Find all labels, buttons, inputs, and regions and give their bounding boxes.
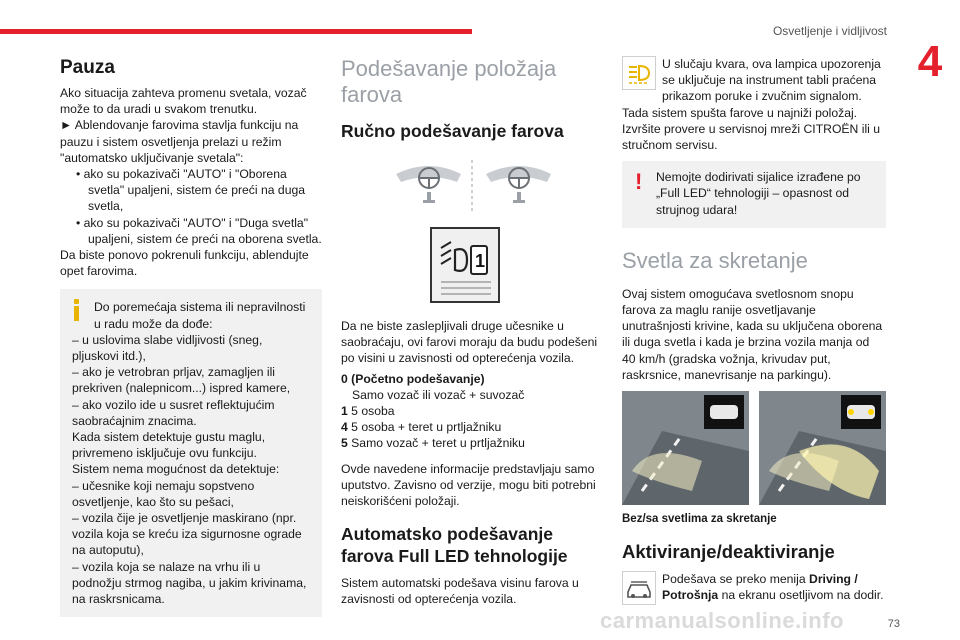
heading-activation: Aktiviranje/deaktiviranje bbox=[622, 541, 835, 563]
paragraph: Podešava se preko menija Driving / Potrošnja na ekranu osetljivom na dodir. bbox=[662, 572, 884, 603]
load-item: 5 Samo vozač + teret u prtljažniku bbox=[341, 436, 525, 451]
paragraph: Ovde navedene informacije predstavljaju samo uputstvo. Zavisno od verzije, mogu biti potrebni neiskorišćeni položaji. bbox=[341, 461, 596, 509]
info-icon bbox=[74, 299, 79, 321]
info-line: – vozila koja se nalaze na vrhu ili u podnožju strmog nagiba, u jakim krivinama, na raskrsnicama. bbox=[72, 559, 307, 607]
info-line: – ako je vetrobran prljav, zamagljen ili prekriven (nalepnicom...) ispred kamere, bbox=[72, 365, 291, 396]
warning-lamp-row bbox=[622, 56, 886, 105]
knob-position-label: 1 bbox=[475, 251, 486, 271]
headlamp-beam-illustration bbox=[341, 156, 603, 216]
warning-text: Nemojte dodirivati sijalice izrađene po „Full LED“ tehnologiji – opasnost od strujnog udara! bbox=[656, 170, 861, 217]
info-line: Do poremećaja sistema ili nepravilnosti u radu može da dođe: bbox=[94, 300, 306, 331]
paragraph: Izvršite provere u servisnoj mreži CITROËN ili u stručnom servisu. bbox=[622, 121, 881, 153]
car-settings-icon bbox=[622, 571, 656, 605]
paragraph: Ovaj sistem omogućava svetlosnom snopu farova za maglu ranije osvetljavanje unutrašnjosti krivine, kada su uključena oborena ili duga svetla i kada je brzina vozila manja od 40 km/h (gradska vožnja, krivudav put, raskrsnice, manevrisanje na parkingu). bbox=[622, 286, 883, 382]
settings-row bbox=[622, 571, 886, 605]
photo-caption: Bez/sa svetlima za skretanje bbox=[622, 513, 777, 526]
load-item-sub: Samo vozač ili vozač + suvozač bbox=[352, 387, 525, 402]
section-title: Osvetljenje i vidljivost bbox=[772, 24, 887, 38]
load-item: 0 (Početno podešavanje) bbox=[341, 371, 485, 386]
heading-auto-adjustment: Automatsko podešavanje farova Full LED tehnologije bbox=[341, 524, 568, 567]
heading-pauza: Pauza bbox=[60, 57, 115, 78]
warning-box bbox=[622, 161, 886, 228]
headlamp-warning-icon bbox=[622, 56, 656, 90]
info-line: Kada sistem detektuje gustu maglu, privremeno isključuje ovu funkciju. bbox=[72, 430, 266, 461]
paragraph: Sistem automatski podešava visinu farova u zavisnosti od opterećenja vozila. bbox=[341, 576, 579, 607]
info-line: Sistem nema mogućnost da detektuje: bbox=[72, 462, 280, 477]
page-number: 73 bbox=[887, 618, 900, 630]
paragraph: Ako situacija zahteva promenu svetala, vozač može to da uradi u svakom trenutku. bbox=[60, 86, 307, 117]
knob-illustration-icon bbox=[341, 226, 603, 306]
headlamp-illustration-icon bbox=[341, 156, 603, 216]
paragraph: Da ne biste zaslepljivali druge učesnike u saobraćaju, ovi farovi moraju da budu podešeni po visini u zavisnosti od opterećenja vozila. bbox=[341, 319, 598, 366]
photo-with-cornering bbox=[759, 391, 886, 505]
heading-manual-adjustment: Ručno podešavanje farova bbox=[341, 121, 564, 141]
info-line: – vozila čije je osvetljenje maskirano (npr. vozila koja se kreću iza sigurnosne ograde na autoputu), bbox=[72, 511, 302, 558]
info-line: – učesnike koji nemaju sopstveno osvetljenje, kao što su pešaci, bbox=[72, 478, 255, 509]
bullet-item: • ako su pokazivači "AUTO" i "Duga svetla" upaljeni, sistem će preći na oborena svetla. bbox=[76, 215, 322, 246]
photo-without-cornering bbox=[622, 391, 749, 505]
info-box bbox=[60, 289, 322, 617]
paragraph: Da biste ponovo pokrenuli funkciju, ablendujte opet farovima. bbox=[60, 248, 309, 279]
column-right bbox=[622, 56, 886, 605]
height-adjust-knob-illustration bbox=[341, 226, 603, 306]
top-accent-bar bbox=[0, 29, 472, 34]
paragraph: ► Ablendovanje farovima stavlja funkciju na pauzu i sistem osvetljenja prelazi u režim "automatsko uključivanje svetala": bbox=[60, 118, 299, 165]
paragraph: Tada sistem spušta farove u najniži položaj. bbox=[622, 105, 858, 120]
load-item: 4 5 osoba + teret u prtljažniku bbox=[341, 420, 502, 435]
chapter-number: 4 bbox=[917, 37, 943, 86]
info-line: – u uslovima slabe vidljivosti (sneg, pljuskovi itd.), bbox=[72, 332, 263, 364]
heading-headlamp-adjustment: Podešavanje položaja farova bbox=[341, 56, 557, 107]
road-illustration-icon bbox=[622, 391, 749, 505]
column-middle bbox=[341, 56, 603, 608]
exclamation-icon: ! bbox=[635, 169, 643, 195]
road-illustration-icon bbox=[759, 391, 886, 505]
info-line: – ako vozilo ide u susret reflektujućim saobraćajnim znacima. bbox=[72, 397, 275, 428]
paragraph: U slučaju kvara, ova lampica upozorenja se uključuje na instrument tabli praćena prikazom poruke i zvučnim signalom. bbox=[662, 57, 881, 104]
column-left bbox=[60, 56, 322, 617]
cornering-photos bbox=[622, 391, 886, 505]
watermark: carmanualsonline.info bbox=[600, 608, 844, 633]
bullet-item: • ako su pokazivači "AUTO" i "Oborena svetla" upaljeni, sistem će preći na duga svetla, bbox=[76, 167, 306, 214]
load-item: 1 5 osoba bbox=[341, 404, 395, 419]
heading-cornering-lights: Svetla za skretanje bbox=[622, 247, 808, 273]
